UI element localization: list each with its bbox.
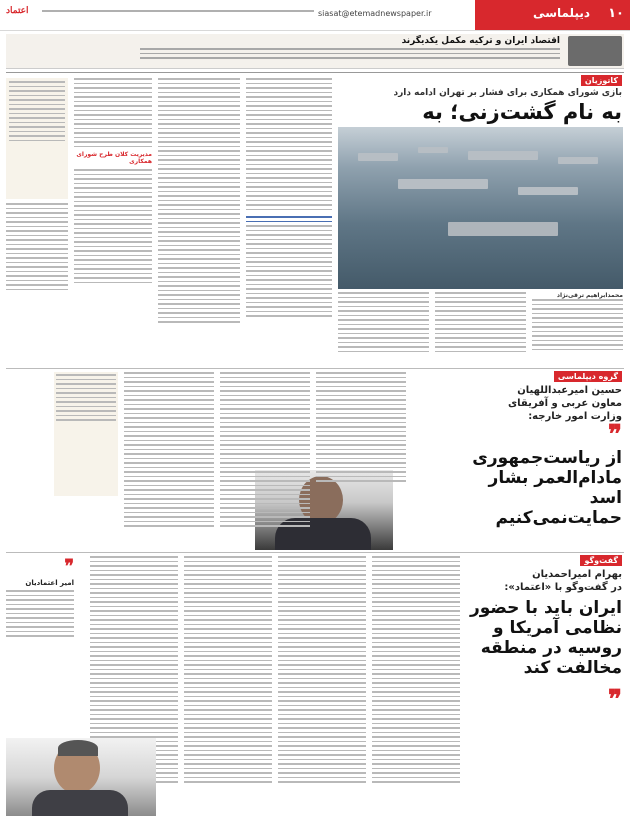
article2-name-line-2: معاون عربی و آفریقای xyxy=(508,398,622,409)
page-number: ۱۰ xyxy=(608,6,624,21)
article3-sidebar-name: امیر اعتمادیان xyxy=(25,579,74,587)
article1-column-4 xyxy=(246,78,332,320)
article2-kicker: گروه دیپلماسی xyxy=(554,371,622,382)
article1-column-2 xyxy=(74,78,152,286)
article1-kicker: کاتوزیان xyxy=(581,75,622,86)
article3-kicker: گفت‌وگو xyxy=(580,555,622,566)
article3-sidebar xyxy=(6,556,74,640)
article1-column-1 xyxy=(6,78,68,293)
article2-name-line-3: وزارت امور خارجه: xyxy=(528,411,622,422)
banner-headline: اقتصاد ایران و ترکیه مکمل یکدیگرند xyxy=(401,36,560,46)
article1-column-under-photo xyxy=(338,292,623,355)
amirahmadian-photo xyxy=(6,738,156,816)
quote-mark-icon-2: ❞ xyxy=(608,685,622,715)
article1-byline: محمدابراهیم ترقی‌نژاد xyxy=(556,292,623,299)
article2-columns xyxy=(6,372,406,530)
article1-subtitle: بازی شورای همکاری برای فشار بر تهران ادامه دارد xyxy=(393,88,622,98)
banner-text xyxy=(140,48,560,62)
article2-headline: از ریاست‌جمهوری مادام‌العمر بشار اسد حمایت‌نمی‌کنیم xyxy=(472,448,622,528)
quote-mark-icon: ❞ xyxy=(608,420,622,450)
quote-mark-icon-3: ❞ xyxy=(64,556,74,577)
carrier-group-photo xyxy=(338,127,623,289)
article1-column-3 xyxy=(158,78,240,326)
banner-photo xyxy=(568,36,622,66)
article1-red-subhead: مدیریت کلان طرح شورای همکاری xyxy=(76,151,152,165)
article1-kicker-bar xyxy=(6,72,624,73)
article2-name-line-1: حسین امیرعبداللهیان xyxy=(517,385,622,396)
newspaper-logo: اعتماد xyxy=(6,6,29,16)
dateline xyxy=(42,9,314,12)
article3-name-line-2: در گفت‌وگو با «اعتماد»: xyxy=(504,582,622,593)
email-link[interactable]: siasat@etemadnewspaper.ir xyxy=(318,9,432,18)
article1-headline: به نام گشت‌زنی؛ به xyxy=(422,100,622,124)
section-divider-1 xyxy=(6,368,624,369)
article3-name-line-1: بهرام امیراحمدیان xyxy=(532,569,622,580)
section-title: دیپلماسی xyxy=(533,6,590,20)
section-divider-2 xyxy=(6,552,624,553)
article3-headline: ایران باید با حضور نظامی آمریکا و روسیه در منطقه مخالفت کند xyxy=(469,598,622,678)
